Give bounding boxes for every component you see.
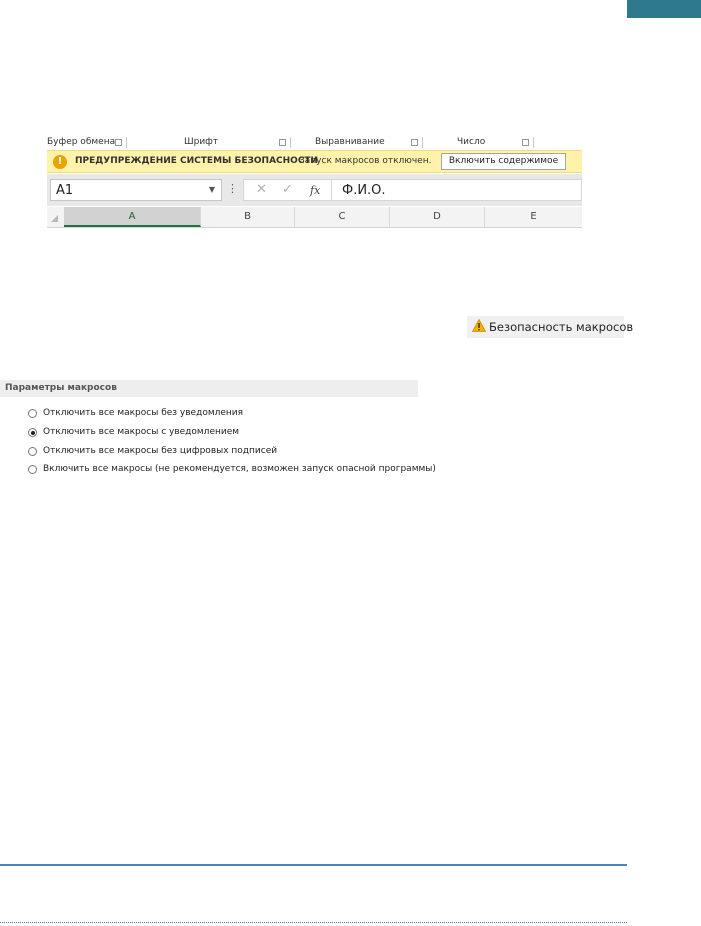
alignment-launcher-icon[interactable] bbox=[411, 139, 418, 146]
option-label: Включить все макросы (не рекомендуется, возможен запуск опасной программы) bbox=[43, 464, 436, 474]
ribbon-group-font: Шрифт bbox=[184, 137, 219, 147]
column-header-b[interactable]: B bbox=[201, 207, 295, 227]
insert-function-icon[interactable]: fx bbox=[310, 184, 321, 197]
name-box-value: A1 bbox=[56, 183, 74, 198]
formula-content: Ф.И.О. bbox=[342, 183, 386, 198]
formula-bar bbox=[47, 174, 582, 206]
option-label: Отключить все макросы без цифровых подписей bbox=[43, 446, 278, 456]
security-warning-message: Запуск макросов отключен. bbox=[299, 156, 432, 166]
enable-content-button[interactable]: Включить содержимое bbox=[441, 153, 566, 170]
formula-input[interactable] bbox=[331, 179, 582, 201]
corner-tab bbox=[627, 0, 701, 18]
ribbon-group-number: Число bbox=[457, 137, 486, 147]
column-header-c[interactable]: C bbox=[295, 207, 390, 227]
name-box[interactable] bbox=[50, 179, 222, 201]
radio-button[interactable] bbox=[28, 409, 37, 418]
radio-button[interactable] bbox=[28, 447, 37, 456]
column-header-a[interactable]: A bbox=[64, 207, 201, 227]
number-launcher-icon[interactable] bbox=[522, 139, 529, 146]
macro-security-label: Безопасность макросов bbox=[489, 320, 634, 334]
ribbon-group-alignment: Выравнивание bbox=[315, 137, 385, 147]
ribbon-separator bbox=[533, 137, 534, 148]
font-launcher-icon[interactable] bbox=[279, 139, 286, 146]
column-headers bbox=[47, 207, 582, 228]
option-label: Отключить все макросы без уведомления bbox=[43, 408, 244, 418]
ribbon-group-clipboard: Буфер обмена bbox=[47, 137, 116, 147]
ribbon-separator bbox=[290, 137, 291, 148]
footer-rule bbox=[0, 864, 627, 866]
more-options-icon[interactable]: ⋮ bbox=[227, 182, 238, 195]
chevron-down-icon[interactable]: ▼ bbox=[208, 185, 215, 194]
clipboard-launcher-icon[interactable] bbox=[115, 139, 122, 146]
footer-dotted-rule bbox=[0, 922, 627, 923]
macro-settings-header bbox=[0, 380, 418, 397]
ribbon-separator bbox=[126, 137, 127, 148]
select-all-icon[interactable] bbox=[51, 215, 58, 222]
macro-security-button[interactable] bbox=[467, 316, 634, 338]
exclamation-icon: ! bbox=[53, 155, 67, 169]
formula-buttons bbox=[243, 179, 331, 201]
enter-icon[interactable]: ✓ bbox=[282, 182, 293, 197]
cancel-icon[interactable]: ✕ bbox=[256, 182, 267, 197]
option-label: Отключить все макросы с уведомлением bbox=[43, 427, 240, 437]
warning-triangle-icon bbox=[472, 319, 486, 332]
macro-settings-title: Параметры макросов bbox=[5, 383, 117, 393]
radio-button[interactable] bbox=[28, 465, 37, 474]
radio-button-selected[interactable] bbox=[28, 428, 37, 437]
security-warning-title: ПРЕДУПРЕЖДЕНИЕ СИСТЕМЫ БЕЗОПАСНОСТИ bbox=[75, 156, 319, 166]
column-header-e[interactable]: E bbox=[530, 211, 537, 222]
column-header-d[interactable]: D bbox=[390, 207, 485, 227]
ribbon-separator bbox=[422, 137, 423, 148]
ribbon-group-labels bbox=[47, 137, 582, 150]
security-warning-bar bbox=[47, 150, 582, 173]
